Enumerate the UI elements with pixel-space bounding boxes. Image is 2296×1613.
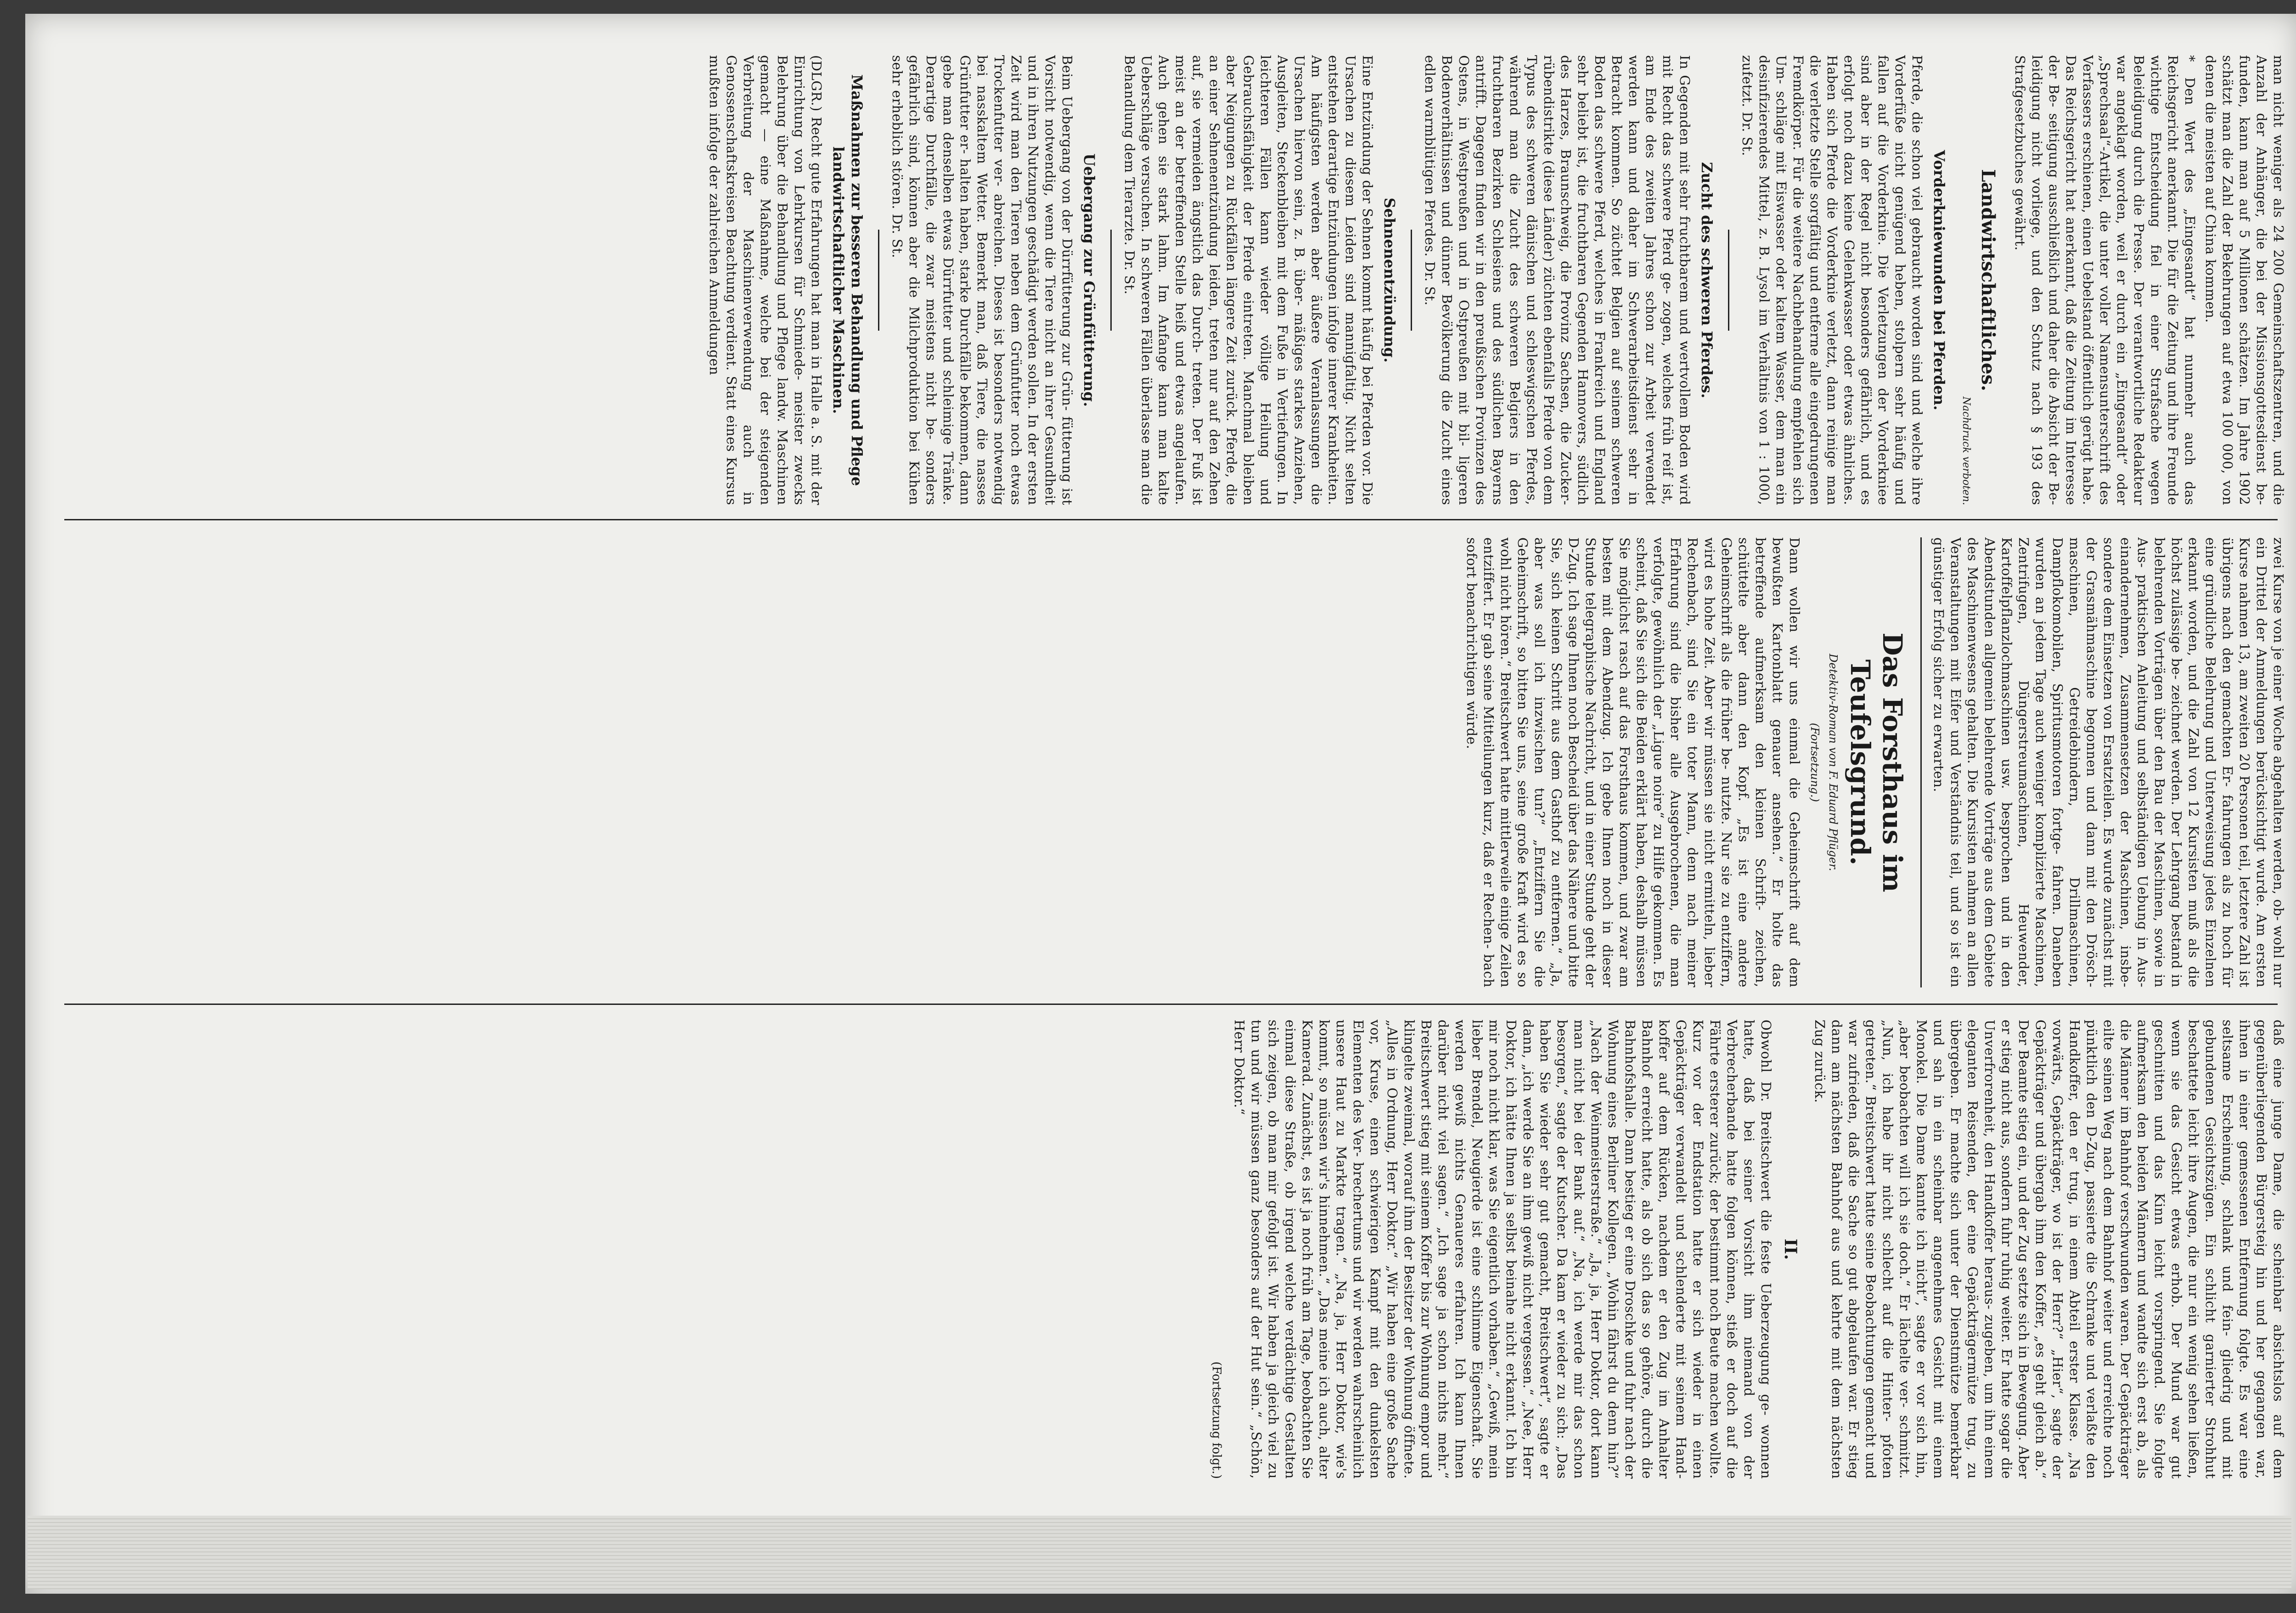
article-heading: Uebergang zur Grünfütterung. <box>1080 153 1098 407</box>
column-1 <box>55 55 2287 505</box>
article-paragraph: zwei Kurse von je einer Woche abgehalten werden, ob- wohl nur ein Drittel der Anmeldungen berücksichtigt wurde. Am ersten Kurse nahmen 13, am zweiten 20 Personen teil, letztere Zahl ist übrigens nach den gemachten Er- fahrungen als zu hoch für eine gründliche Belehrung und Unterweisung jedes Einzelnen erkannt worden, und die Zahl von 12 Kursisten muß als die höchst zulässige be- zeichnet werden. Der Lehrgang bestand in belehrenden Vorträgen über den Bau der Maschinen, sowie in Aus- praktischen Anleitung und selbständigen Uebung in Aus- einandernehmen, Zusammensetzen der Maschinen, insbe- sondere dem Einsetzen von Ersatzteilen. Es wurde zunächst mit der Grasmähmaschine begonnen und dann mit den Drösch- maschinen, Getreidebindern, Drillmaschinen, Dampflokomobilen, Spiritusmotoren fortge- fahren. Daneben wurden an jedem Tage auch weniger komplizierte Maschinen, Zentrifugen, Düngerstreumaschinen, Heuwender, Kartoffelpflanzlochmaschinen usw. besprochen und in den Abendstunden allgemein belehrende Vorträge aus dem Gebiete des Maschinenwesens gehalten. Die Kursisten nahmen an allen Veranstaltungen mit Eifer und Verständnis teil, und so ist ein günstiger Erfolg sicher zu erwarten. <box>1931 537 2286 987</box>
rotated-content <box>46 28 2287 1516</box>
column-2 <box>55 537 2287 987</box>
article-paragraph: (DLGR.) Recht gute Erfahrungen hat man in Halle a. S. mit der Einrichtung von Lehrkursen für Schmiede- meister zwecks Belehrung über die Behandlung und Pflege landw. Maschinen gemacht — eine Maßnahme, welche bei der steigenden Verbreitung der Maschinenverwendung auch in Genossenschaftskreisen Beachtung verdient. Statt eines Kursus mußten infolge der zahlreichen Anmeldungen <box>707 55 824 505</box>
column-3 <box>55 1020 2287 1479</box>
column-rule <box>64 1004 2278 1005</box>
article-paragraph: Dann wollen wir uns einmal die Geheimschrift auf dem bewußten Kartonblatt genauer ansehen.“ Er holte das betreffende aufmerksam den kleinen Schrift- zeichen, schüttelte aber dann den Kopf. „Es ist eine andere Geheimschrift als die früher be- nutzte. Nur sie zu entziffern, wird es hohe Zeit. Aber wir müssen sie nicht ermitteln, lieber Rechenbach, sind Sie ein toter Mann, denn nach meiner Erfahrung sind die bisher alle Ausgebrochenen, die man verfolgte, gewöhnlich der „Ligue noire“ zu Hilfe gekommen. Es scheint, daß Sie sich die Beiden erklärt haben, deshalb müssen Sie möglichst rasch auf das Forsthaus kommen, und zwar am besten mit dem Abendzug. Ich gebe Ihnen noch in dieser Stunde telegraphische Nachricht, und in einer Stunde geht der D-Zug. Ich sage Ihnen noch Bescheid über das Nähere und bitte Sie, sich keinen Schritt aus dem Gasthof zu entfernen.“ „Ja, aber was soll ich inzwischen tun?“ „Entziffern Sie die Geheimschrift, so bitten Sie uns, seine große Kraft wird es so wohl nicht hören.“ Breitschwert hatte mittlerweile einige Zeilen entziffert. Er gab seine Mitteilungen kurz, daß er Rechen- bach sofort benachrichtigen würde. <box>1464 537 1802 987</box>
article-paragraph: Pferde, die schon viel gebraucht worden sind und welche ihre Vorderfüße nicht genügend heben, stolpern sehr häufig und fallen auf die Vorderknie. Die Verletzungen der Vorderkniee sind aber in der Regel nicht besonders gefährlich, und es erfolgt noch dazu keine Gelenkwasser oder etwas ähnliches. Haben sich Pferde die Vorderknie verletzt, dann reinige man die verletzte Stelle sorgfältig und entferne alle eingedrungenen Fremdkörper. Für die weitere Nachbehandlung empfehlen sich Um- schläge mit Eiswasser oder kaltem Wasser, dem man ein desinfizierendes Mittel, z. B. Lysol im Verhältnis von 1 : 1000, zufetzt. Dr. St. <box>1739 55 1925 505</box>
divider-rule <box>1920 537 1922 987</box>
chapter-number: II. <box>1781 1238 1800 1260</box>
article-heading: Maßnahmen zur besseren Behandlung und Pflege landwirtschaftlicher Maschinen. <box>830 74 866 486</box>
continuation-note: (Fortsetzung folgt.) <box>1210 1361 1223 1479</box>
divider-rule <box>1728 230 1729 331</box>
article-paragraph: daß eine junge Dame, die scheinbar absichtslos auf dem gegenüberliegenden Bürgersteig hin und her gegangen war, ihnen in einer gemessenen Entfernung folgte. Es war eine seltsame Erscheinung, schlank und fein- gliedrig und mit gebundenen Gesichtszügen. Ein schlicht garnierter Strohhut beschattete leicht ihre Augen, die nur ein wenig sehen ließen, wenn sie das Gesicht etwas erhob. Der Mund war gut geschnitten und das Kinn leicht vorspringend. Sie folgte aufmerksam den beiden Männern und wandte sich erst ab, als die Männer im Bahnhof verschwunden waren. Der Gepäckträger eilte seinen Weg nach dem Bahnhof weiter und erreichte noch pünktlich den D-Zug, passierte die Schranke und verlaßte den Handkoffer, den er trug, in einem Abteil erster Klasse. „Na vorwärts, Gepäckträger, wo ist der Herr?“ „Hier“, sagte der Gepäckträger und übergab ihm den Koffer, „es geht gleich ab.“ Der Beamte stieg ein, und der Zug setzte sich in Bewegung. Aber er stieg nicht aus, sondern fuhr ruhig weiter. Er hatte sogar die Unverfrorenheit, den Handkoffer heraus- zugeben, um ihn einem eleganten Reisenden, der eine Gepäckträgermütze trug, zu übergeben. Er machte sich unter der Dienstmütze bemerkbar und sah in ein scheinbar angenehmes Gesicht mit einem Monokel. Die Dame kannte ich nicht“, sagte er vor sich hin, „aber beobachten will ich sie doch.“ Er lächelte ver- schmitzt. „Nun, ich habe ihr nicht schlecht auf die Hinter- pfoten getreten.“ Breitschwert hatte seine Beobachtungen gemacht und war zufrieden, daß die Sache so gut abgelaufen war. Er stieg dann am nächsten Bahnhof aus und kehrte mit dem nächsten Zug zurück. <box>1812 1020 2286 1479</box>
article-paragraph: Obwohl Dr. Breitschwert die feste Ueberzeugung ge- wonnen hatte, daß bei seiner Vorsicht ihm niemand von der Verbrecherbande hatte folgen können, stieß er doch auf die Fährte ersterer zurück; der bestimmt noch Beute machen wollte. Kurz vor der Endstation hatte er sich wieder in einen Gepäckträger verwandelt und schlenderte mit seinem Hand- koffer auf dem Rücken, nachdem er den Zug im Anhalter Bahnhof erreicht hatte, als ob sich das so gehöre, durch die Bahnhofshalle. Dann bestieg er eine Droschke und fuhr nach der Wohnung eines Berliner Kollegen. „Wohin fährst du denn hin?“ „Nach der Weinmeisterstraße.“ „Ja, ja, Herr Doktor, dort kann man nicht bei der Bank auf.“ „Na, ich werde mir das schon besorgen,“ sagte der Kutscher. Da kam er wieder zu sich: „Das haben Sie wieder sehr gut gemacht, Breitschwert“, sagte er dann, „ich werde Sie an ihm gewiß nicht vergessen.“ „Nee, Herr Doktor, ich hätte Ihnen ja selbst beinahe nicht erkannt. Ich bin mir noch nicht klar, was Sie eigentlich vorhaben.“ „Gewiß, mein lieber Brendel, Neugierde ist eine schlimme Eigenschaft. Sie werden gewiß nichts Genaueres erfahren. Ich kann Ihnen darüber nicht viel sagen.“ „Ich sage ja schon nichts mehr.“ Breitschwert stieg mit seinem Koffer bis zur Wohnung empor und klingelte zweimal, worauf ihm der Besitzer der Wohnung öffnete. „Alles in Ordnung, Herr Doktor.“ „Wir haben eine große Sache vor, Kruse, einen schwierigen Kampf mit den dunkelsten Elementen des Ver- brechertums und wir werden wahrscheinlich unsere Haut zu Markte tragen.“ „Na, ja, Herr Doktor, wie's kommt, so müssen wir's hinnehmen.“ „Das meine ich auch, alter Kamerad. Zunächst, es ist ja noch früh am Tage, beobachten Sie einmal diese Straße, ob irgend welche verdächtige Gestalten sich zeigen, ob man mir gefolgt ist. Wir haben ja gleich viel zu tun und wir müssen ganz besonders auf der Hut sein.“ „Schön, Herr Doktor.“ <box>1232 1020 1774 1479</box>
article-heading: Zucht des schweren Pferdes. <box>1698 162 1716 399</box>
serial-title: Das Forsthaus im Teufelsgrund. <box>1845 632 1908 892</box>
divider-rule <box>878 230 879 331</box>
divider-rule <box>1411 230 1412 331</box>
article-heading: Sehnenentzündung. <box>1381 197 1398 363</box>
article-heading: Vorderkniewunden bei Pferden. <box>1930 150 1948 411</box>
page-edges <box>28 1516 2291 1589</box>
article-paragraph: Eine Entzündung der Sehnen kommt häufig bei Pferden vor. Die Ursachen zu diesem Leiden sind mannigfaltig. Nicht selten entstehen derartige Entzündungen infolge innerer Krankheiten. Am häufigsten werden aber äußere Veranlassungen die Ursachen hiervon sein, z. B. über- mäßiges starkes Anziehen, Ausgleiten, Steckenbleiben mit dem Fuße in Vertiefungen. In leichteren Fällen kann wieder völlige Heilung und Gebrauchsfähigkeit der Pferde eintreten. Manchmal bleiben aber Neigungen zu Rückfällen längere Zeit zurück. Pferde, die an einer Sehnenentzündung leiden, treten nur auf den Zehen auf, sie vermeiden ängstlich das Durch- treten. Der Fuß ist meist an der betreffenden Stelle heiß und etwas angelaufen. Auch gehen sie stark lahm. Im Anfange kann man kalte Ueberschläge versuchen. In schweren Fällen überlasse man die Behandlung dem Tierarzte. Dr. St. <box>1122 55 1375 505</box>
article-paragraph: * Den Wert des „Eingesandt“ hat nunmehr auch das Reichsgericht anerkannt. Die für die Zeitung und ihre Freunde wichtige Entscheidung fiel in einer Strafsache wegen Beleidigung durch die Presse. Der verantwortliche Redakteur war angeklagt worden, weil er durch ein „Eingesandt“ oder „Sprechsaal“-Artikel, die unter voller Namensunterschrift des Verfassers erschienen, einen Uebelstand öffentlich gerügt habe. Das Reichsgericht hat anerkannt, daß die Zeitung im Interesse der Be- seitigung ausschließlich und daher die Absicht der Be- leidigung nicht vorliege, und den Schutz nach § 193 des Strafgesetzbuches gewährt. <box>2012 55 2198 505</box>
column-rule <box>64 519 2278 520</box>
article-subtitle: Detektiv-Roman von F. Eduard Pflüger. <box>1827 654 1840 871</box>
divider-rule <box>1110 230 1112 331</box>
reprint-notice: Nachdruck verboten. <box>1960 396 1972 505</box>
section-heading: Landwirtschaftliches. <box>1977 169 1999 391</box>
article-paragraph: Beim Uebergang von der Dürrfütterung zur Grün- fütterung ist Vorsicht notwendig, wenn die Tiere nicht an ihrer Gesundheit und in ihren Nutzungen geschädigt werden sollen. In der ersten Zeit wird man den Tieren neben dem Grünfutter noch etwas Trockenfutter ver- abreichen. Dieses ist besonders notwendig bei nasskaltem Wetter. Bemerkt man, daß Tiere, die nasses Grünfutter er- halten haben, starke Durchfälle bekommen, dann gebe man denselben etwas Dürrfutter und schleimige Tränke. Derartige Durchfälle, die zwar meistens nicht be- sonders gefährlich sind, können aber die Milchproduktion bei Kühen sehr erheblich stören. Dr. St. <box>889 55 1075 505</box>
article-paragraph: In Gegenden mit sehr fruchtbarem und wertvollem Boden wird mit Recht das schwere Pferd ge- zogen, welches früh reif ist, am Ende des zweiten Jahres schon zur Arbeit verwendet werden kann und daher im Schwerarbeitsdienst sehr in Betracht kommen. So züchtet Belgien auf seinem schweren Boden das schwere Pferd, welches in Frankreich und England sehr beliebt ist, die fruchtbaren Gegenden Hannovers, südlich des Harzes, Braunschweig, die Provinz Sachsen, die Zucker- rübendistrikte (diese Länder) züchten ebenfalls Pferde von dem Typus des schweren dänischen und schleswigschen Pferdes, während man die Zucht des schweren Belgiers in den fruchtbaren Bezirken Schlesiens und des südlichen Bayerns antrifft. Dagegen finden wir in den preußischen Provinzen des Ostens, in Westpreußen und in Ostpreußen mit bil- ligeren Bodenverhältnissen und dünner Bevölkerung die Zucht eines edlen warmblütigen Pferdes. Dr. St. <box>1422 55 1693 505</box>
article-subtitle: (Fortsetzung.) <box>1808 722 1821 802</box>
article-paragraph: man nicht weniger als 24 200 Gemeinschaftszentren, und die Anzahl der Anhänger, die bei der Missionsgottesdienst be- funden, kann man auf 5 Millionen schätzen. Im Jahre 1902 schätzt man die Zahl der Bekehrungen auf etwa 100 000, von denen die meisten auf China kommen. <box>2203 55 2286 505</box>
